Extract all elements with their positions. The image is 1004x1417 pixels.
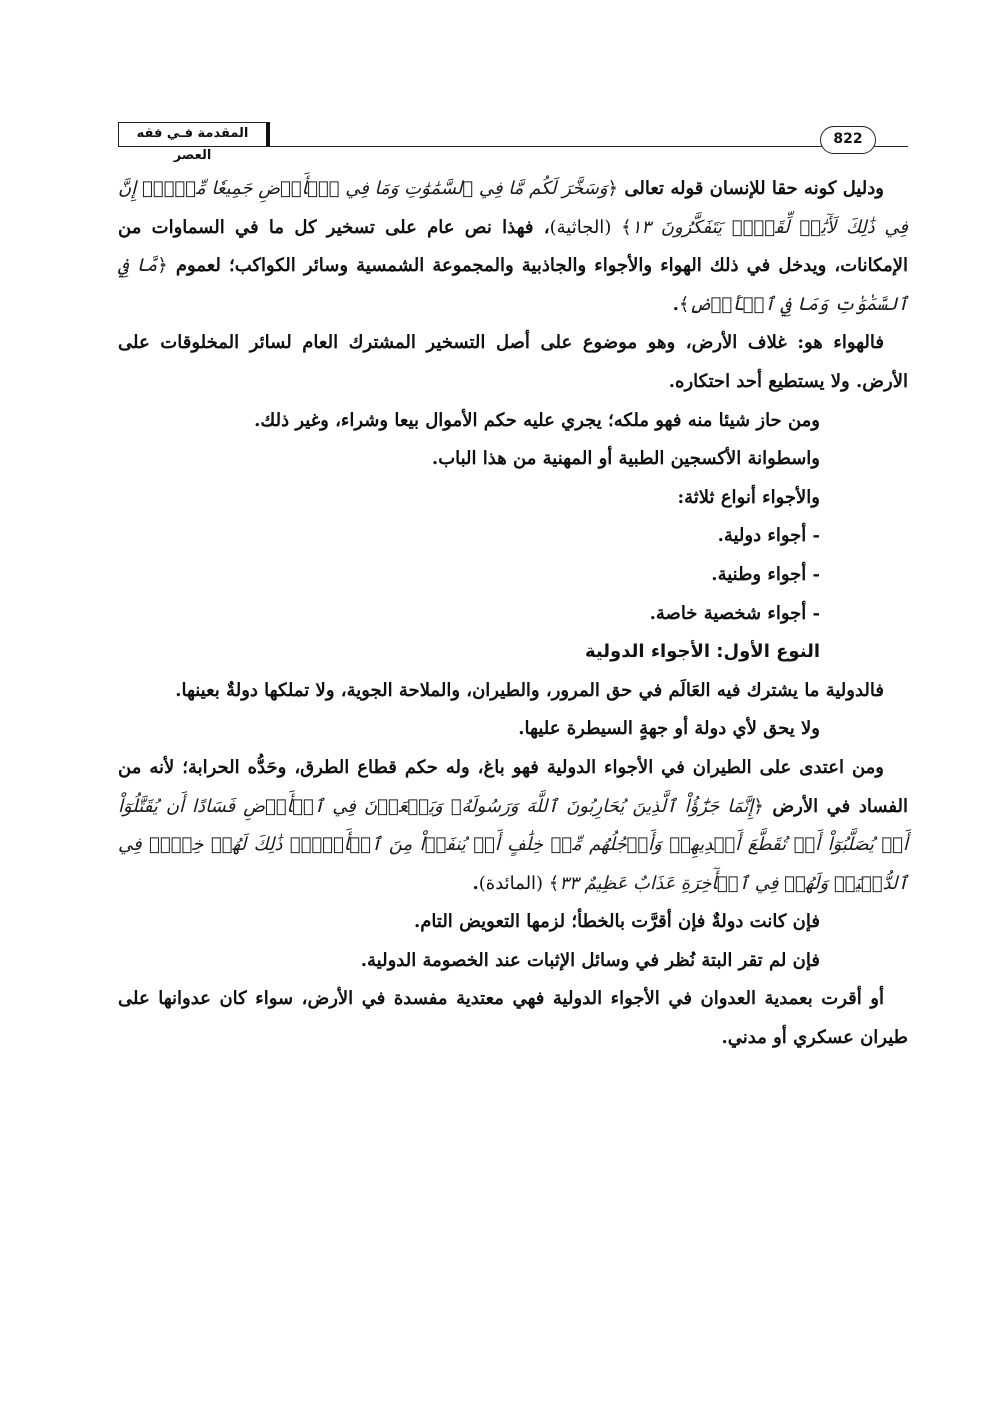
paragraph-text: ومن اعتدى على الطيران في الأجواء الدولية فهو باغ، وله حكم قطاع الطرق، وحَدُّه الحرابة؛ لأنه من الفساد في الأرض (118, 756, 908, 817)
paragraph-text: . (472, 872, 479, 894)
paragraph-intentional: أو أقرت بعمدية العدوان في الأجواء الدولية فهي معتدية مفسدة في الأرض، سواء كان عدوانها على طيران عسكري أو مدني. (118, 988, 908, 1049)
quran-open-bracket: ﴿ (607, 178, 619, 199)
surah-reference: (الجاثية) (549, 216, 622, 238)
paragraph-types-intro: والأجواء أنواع ثلاثة: (677, 486, 820, 508)
paragraph-no-right: ولا يحق لأي دولة أو جهةٍ السيطرة عليها. (518, 718, 820, 740)
paragraph-evidence (118, 170, 908, 324)
paragraph-international: فالدولية ما يشترك فيه العَالَم في حق المرور، والطيران، والملاحة الجوية، ولا تملكها دولةٌ بعينها. (175, 679, 884, 701)
section-heading: النوع الأول: الأجواء الدولية (585, 641, 820, 663)
paragraph-text: ، فهذا نص عام على تسخير كل ما في السماوات من الإمكانات، ويدخل في ذلك الهواء والأجواء والجاذبية والمجموعة الشمسية وسائر الكواكب؛ لعموم (118, 216, 908, 277)
page-body (118, 170, 908, 1058)
paragraph-possession: ومن حاز شيئا منه فهو ملكه؛ يجري عليه حكم الأموال بيعا وشراء، وغير ذلك. (254, 409, 820, 431)
quran-verse: إِنَّمَا جَزَٰٓؤُاْ ٱلَّذِينَ يُحَارِبُونَ ٱللَّهَ وَرَسُولَهُۥ وَيَسۡعَوۡنَ فِي ٱلۡأَرۡضِ فَسَادًا أَن يُقَتَّلُوٓاْ أَوۡ يُصَلَّبُوٓاْ أَوۡ تُقَطَّعَ أَيۡدِيهِمۡ وَأَرۡجُلُهُم مِّنۡ خِلَٰفٍ أَوۡ يُنفَوۡاْ مِنَ ٱلۡأَرۡضِۚ ذَٰلِكَ لَهُمۡ خِزۡيٞ فِي ٱلدُّنۡيَاۖ وَلَهُمۡ فِي ٱلۡأٓخِرَةِ عَذَابٌ عَظِيمٌ ٣٣ (118, 795, 908, 894)
quran-verse: وَسَخَّرَ لَكُم مَّا فِي ٱلسَّمَٰوَٰتِ وَمَا فِي ٱلۡأَرۡضِ جَمِيعٗا مِّنۡهُۚ إِنَّ فِي ذَٰلِكَ لَأٓيَٰتٖ لِّقَوۡمٖ يَتَفَكَّرُونَ ١٣ (118, 178, 908, 238)
quran-close-bracket: ﴾ (548, 872, 560, 894)
paragraph-admit-error: فإن كانت دولةٌ فإن أقرَّت بالخطأ؛ لزمها التعويض التام. (414, 911, 820, 933)
paragraph-air-definition: فالهواء هو: غلاف الأرض، وهو موضوع على أصل التسخير المشترك العام لسائر المخلوقات على الأرض. ولا يستطيع أحد احتكاره. (118, 332, 908, 392)
list-item: - أجواء دولية. (717, 525, 820, 547)
quran-verse: مَّا فِي ٱلسَّمَٰوَٰتِ وَمَا فِي ٱلۡأَرۡضِ (118, 255, 908, 315)
header-rule (118, 146, 908, 147)
paragraph-no-admit: فإن لم تقر البتة نُظر في وسائل الإثبات عند الخصومة الدولية. (360, 949, 820, 971)
paragraph-aggression (118, 749, 908, 903)
quran-open-bracket: ﴿ (157, 255, 168, 277)
surah-reference: (المائدة) (478, 872, 549, 894)
running-title: المقدمة فـي فقه العصر (118, 122, 270, 146)
quran-close-bracket: ﴾ (678, 293, 690, 315)
list-item: - أجواء وطنية. (711, 563, 820, 585)
paragraph-oxygen: واسطوانة الأكسجين الطبية أو المهنية من هذا الباب. (431, 448, 820, 470)
paragraph-text: . (672, 293, 679, 315)
page-number: 822 (820, 126, 876, 154)
quran-open-bracket: ﴿ (753, 795, 764, 817)
quran-close-bracket: ﴾ (621, 216, 632, 238)
list-item: - أجواء شخصية خاصة. (649, 602, 820, 624)
paragraph-text: ودليل كونه حقا للإنسان قوله تعالى (618, 178, 884, 199)
